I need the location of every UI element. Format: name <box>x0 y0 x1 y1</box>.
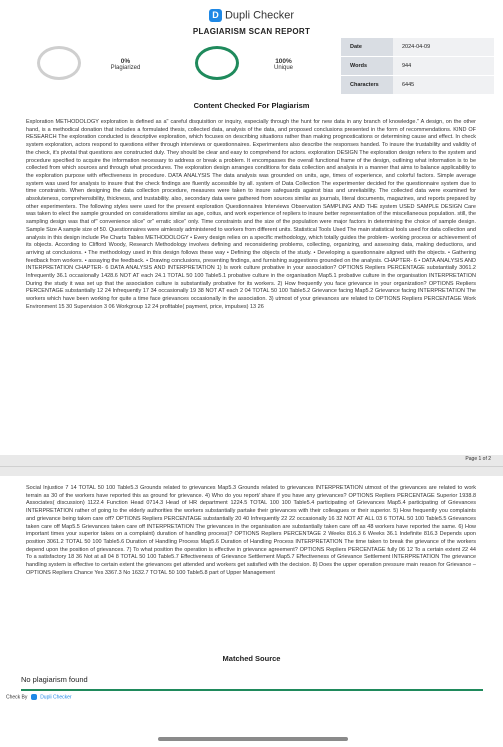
unique-metric <box>256 58 311 71</box>
stats-key: Characters <box>341 76 393 95</box>
stats-key: Words <box>341 57 393 76</box>
dupli-checker-logo <box>0 9 503 22</box>
plagiarized-label: Plagiarized <box>110 65 141 71</box>
no-plagiarism-message: No plagiarism found <box>21 675 88 684</box>
page-number: Page 1 of 2 <box>465 456 491 462</box>
checked-by-label: Check By <box>6 694 28 701</box>
stats-key: Date <box>341 38 393 57</box>
stats-table <box>341 38 494 95</box>
stats-value: 2024-04-09 <box>393 38 494 57</box>
unique-ring <box>195 46 239 80</box>
checked-content-page-1: Exploration METHODOLOGY exploration is defined as a" careful disquisition or inquiry, especially through the hunt for new data in any branch of knowledge." A design, on the other hand, is a methodical donation that includes a formulated thesis, collected data, analysis of the data, and proposed conclusions presented in the form of recommendations. KIND OF RESEARCH The exploration conducted is descriptive exploration, which focuses on describing situations rather than making prognostications or determining cause and effect. In check system exploration, actors respond to questions either through interviews or questionnaires. Experimenters also describe the responses handed. To insure the trustability and validity of the check, it's pivotal that questions are constructed duly. They should be clear and easy to comprehend for actors. exploration DESIGN The exploration design refers to the system and procedure specified to acquire the information necessary to address or break a problem. It encompasses the overall functional frame of the design, outlining what information is to be collected from which sources and through what procedures. The exploration design arranges conditions for data collection and analysis in a manner that aims to balance applicability to the exploration purpose with effectiveness in procedure. DATA ANALYSIS The data analysis was grounded on units, age, times of experience, and colorful factors. Simple average system was used for analysis to insure that the check findings are fluently accessible by all. system of Data Collection The experimenter decided for the questionnaire system due to time constraints. When designing the data collection procedure, measures were taken to insure safeguards against bias and unreliability. The collected data were examined for absoluteness, comprehensibility, thickness, and trustability. also, secondary data were gathered from sources similar as journals, literal documents, magazines, and reports prepared by other experimenters. The following styles were used for the present exploration Questionnaires Interviews Observation SAMPLING AND THE system USED SAMPLE DESIGN Care was taken to elect the sample grounded on considerations similar as age, coitus, and work experience of repliers to insure better representation of the miscellaneous population. still, the sampling design was that of" convenience slice" or" erratic slice" only. Time constraints and the size of the population were major factors in determining the choice of sample design. Sample Size A sample size of 50. Questionnaires were aimlessly administered to workers from different units. Statistical Tools Used The main statistical tools used for data collection and analysis in this design include Pie Charts Tables METHODOLOGY • Every design relies on a specific methodology, which totally guides the problem- working process or achievement of its objects. According to Clifford Woody, Research Methodology involves defining and reconsidering problems, collecting, organizing, and assessing data, making deductions, and arriving at conclusions. • The methodology used in this design follows these way • Defining the objects of the study. • Developing a questionnaire aligned with the objects. • Gathering feedback from workers. • assaying the feedback. • Drawing conclusions, presenting findings, and furnishing suggestions grounded on the analysis. CHAPTER- 6 • DATA ANALYSIS AND INTERPRETATION CHAPTER- 6 DATA ANALYSIS AND INTERPRETATION 1) Is work culture probative in your association? OPTIONS Repliers PERCENTAGE substantially 3061.2 Infrequently 36.1 occasionally 1428.6 NOT AT each 24.1 TOTAL 50 100 Table5.1 probative culture in the organisation Map5.1 probative culture in the organisation INTERPRETATION During the study it was set up that the association culture is substantially probative for its workers. 2) How frequently you face grievance in your organization? OPTIONS Repliers PERCENTAGE substantially 12 24 Infrequently 17 34 occasionally 19 38 NOT AT each 2 04 TOTAL 50 100 Table5.2 Grievance facing Map5.2 Grievance facing INTERPRETATION The workers which have been working for quite a time face grievances occasionally in the association. 3) utmost of your grievances are related to OPTIONS Repliers PERCENTAGE Work Environment 15 30 Supervision 3 06 Workgroup 12 24 profitable( payment, price, impulses) 13 26 <box>26 119 476 310</box>
unique-label: Unique <box>273 65 293 71</box>
matched-source-heading: Matched Source <box>222 654 281 663</box>
footer-brand: Dupli Checker <box>40 694 72 701</box>
plagiarized-value: 0% <box>120 58 131 65</box>
report-page-2 <box>0 476 503 747</box>
stats-row-words <box>341 57 494 76</box>
unique-value: 100% <box>275 58 292 65</box>
page-divider <box>0 466 503 467</box>
stats-value: 6445 <box>393 76 494 95</box>
stats-value: 944 <box>393 57 494 76</box>
checked-content-page-2: Social Injustice 7 14 TOTAL 50 100 Table5.3 Grounds related to grievances Map5.3 Grounds related to grievances INTERPRETATION utmost of the grievances are related to work terrain as 30 of the workers have reported this as ground for grievance. 4) Who do you report/ share if you have any grievances? OPTIONS Repliers PERCENTAGE Superior 1938.8 Associates( discussion) 1122.4 Function Head 0714.3 Head of HR department 1224.5 TOTAL 100 100 Table5.4 participating of Grievances Map5.4 participating of Grievances INTERPRETATION rather of going to the elderly authorities the workers substantially partake their grievances with their colleagues or their superior. 5) How frequently you complaints and grievance being taken care off? OPTIONS Repliers PERCENTAGE substantially 20 40 Infrequently 22 22 occasionally 16 32 NOT AT ALL 03 6 TOTAL 50 100 Table5.5 Grievances taken care off Map5.5 Grievances taken care off INTERPRETATION The grievances in the organisation are substantially taken care off as 48 workers have reported the same. 6) How important times your superior takes on a complaint) duration of handling process)? OPTIONS Repliers PERCENTAGE 2 Weeks 816.3 6 Weeks 36.1 Indefinite 816.3 Depends upon position 3061.2 TOTAL 50 100 Table5.6 Duration of Handling Process Map5.6 Duration of Handling Process INTERPRETATION The time taken to break the grievance of the workers depend upon the position of grievances. 7) To what position the operation is effective in grievance agreement? OPTIONS Repliers PERCENTAGE fully 06 12 To a certain extent 22 44 To a satisfactory 18 36 Not at all 04 8 TOTAL 50 100 Table5.7 Effectiveness of Grievance Settlement Map5.7 Effectiveness of Grievance Settlement INTERPRETATION The grievance handling system is effective to certain extent the grievances get attended and workers get satisfied with the decision. 8) Does the upper operation pressure main reason for Grievance – OPTIONS Repliers Chance Yes 3367.3 No 1632.7 TOTAL 50 100 Table5.8 part of Upper Management <box>26 485 476 576</box>
footer-logo-icon <box>31 694 37 700</box>
horizontal-scrollbar[interactable] <box>158 737 348 741</box>
report-footer <box>6 694 72 700</box>
stats-row-characters <box>341 76 494 95</box>
report-title: PLAGIARISM SCAN REPORT <box>192 27 311 36</box>
stats-row-date <box>341 38 494 57</box>
plagiarized-metric <box>98 58 153 71</box>
content-checked-heading: Content Checked For Plagiarism <box>193 101 310 110</box>
result-divider <box>21 689 483 691</box>
logo-icon: D <box>209 9 222 22</box>
logo-text: Dupli Checker <box>224 9 295 22</box>
plagiarized-ring <box>37 46 81 80</box>
